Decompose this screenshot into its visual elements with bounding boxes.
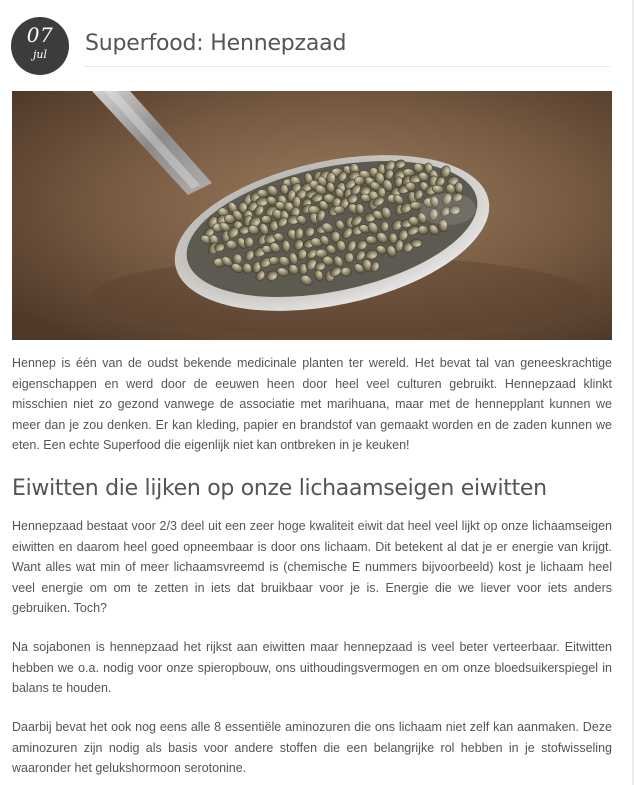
hemp-seed bbox=[377, 187, 385, 198]
intro-paragraph: Hennep is één van de oudst bekende medicinale planten ter wereld. Het bevat tal van geneeskrachtige eigenschappen en werd door de eeuwen heen door heel veel culturen gebruikt. Hennepzaad klinkt misschien niet zo gezond vanwege de associatie met marihuana, maar met de hennepplant kunnen we meer dan je zou denken. Er kan kleding, papier en brandstof van gemaakt worden en de zaden kunnen we eten. Een echte Superfood die eigenlijk niet kan ontbreken in je keuken! bbox=[12, 356, 612, 453]
title-divider bbox=[85, 66, 610, 67]
protein-paragraph: Hennepzaad bestaat voor 2/3 deel uit een zeer hoge kwaliteit eiwit dat heel veel lijkt op onze lichaamseigen eiwitten en daarom heel goed opneembaar is door ons lichaam. Dit betekent al dat je er energie van krijgt. Want alles wat min of meer lichaamsvreemd is (chemische E nummers bijvoorbeeld) kost je lichaam heel veel energie om om te zetten in iets dat bruikbaar voor je is. Energie die we liever voor iets anders gebruiken. Toch? bbox=[12, 519, 612, 616]
section-heading: Eiwitten die lijken op onze lichaamseigen eiwitten bbox=[12, 476, 547, 501]
hemp-seed bbox=[410, 239, 422, 248]
spoon-with-hemp-seeds-image bbox=[12, 91, 612, 340]
post-title[interactable]: Superfood: Hennepzaad bbox=[85, 31, 347, 56]
post-featured-image[interactable] bbox=[12, 91, 612, 340]
hemp-seed bbox=[455, 182, 464, 194]
hemp-seed bbox=[269, 257, 280, 265]
date-day: 07 bbox=[26, 23, 54, 47]
hemp-seed bbox=[292, 196, 301, 208]
hemp-seed bbox=[354, 176, 365, 186]
date-month: jul bbox=[32, 48, 47, 61]
amino-acids-paragraph: Daarbij bevat het ook nog eens alle 8 essentiële aminozuren die ons lichaam niet zelf kan aanmaken. Deze aminozuren zijn nodig als basis voor andere stoffen die een belangrijke rol hebben in je stofwisseling waaronder het gelukshormoon serotonine. bbox=[12, 720, 612, 776]
hemp-seed bbox=[244, 237, 254, 248]
hemp-seed bbox=[341, 267, 352, 277]
digestibility-paragraph: Na sojabonen is hennepzaad het rijkst aan eiwitten maar hennepzaad is veel beter verteerbaar. Eitwitten hebben we o.a. nodig voor onze spieropbouw, ons uithoudingsvermogen en om onze bloedsuikerspiegel in balans te houden. bbox=[12, 640, 612, 696]
date-badge bbox=[11, 17, 69, 75]
